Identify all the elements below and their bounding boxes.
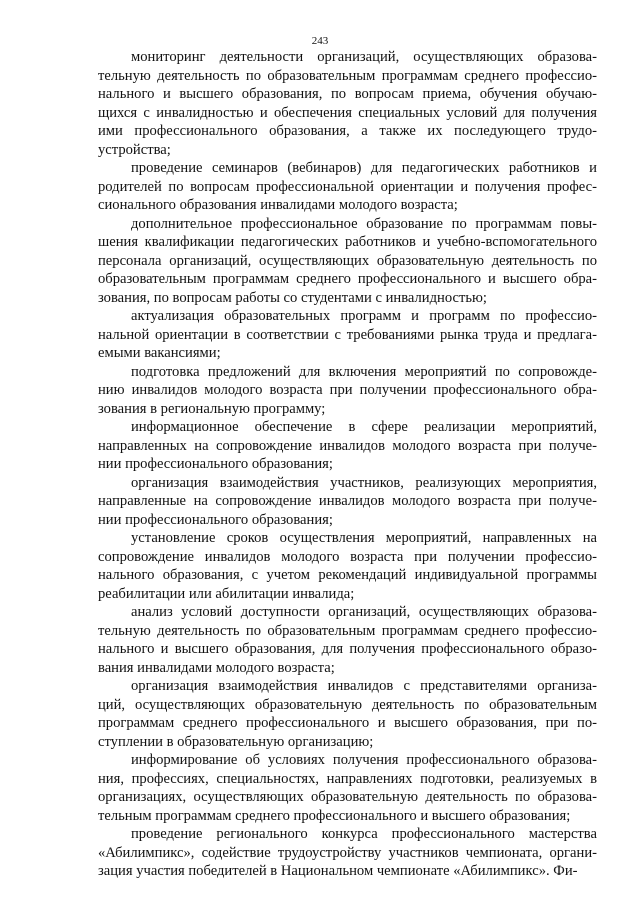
paragraph xyxy=(98,48,597,159)
paragraph xyxy=(98,307,597,363)
text-line: организациях, осуществляющих образовательную деятельность по образова- xyxy=(98,789,597,805)
text-line: зования, по вопросам работы со студентами с инвалидностью; xyxy=(98,289,487,306)
text-line: сионального образования инвалидами молодого возраста; xyxy=(98,197,458,213)
text-line: «Абилимпикс», содействие трудоустройству участников чемпионата, органи- xyxy=(98,844,597,861)
paragraph xyxy=(98,159,597,215)
paragraph xyxy=(98,603,597,677)
paragraph xyxy=(98,751,597,825)
text-line: емыми вакансиями; xyxy=(98,345,221,361)
text-line: персонала организаций, осуществляющих образовательную деятельность по xyxy=(98,252,597,269)
text-line: направленных на сопровождение инвалидов молодого возраста при получе- xyxy=(98,437,597,454)
text-line: нальной ориентации в соответствии с требованиями рынка труда и предлага- xyxy=(98,326,597,343)
text-line: шения квалификации педагогических работников и учебно-вспомогательного xyxy=(98,234,597,250)
text-line: ими профессионального образования, а также их последующего трудо- xyxy=(98,123,597,139)
text-line: дополнительное профессиональное образование по программам повы- xyxy=(131,215,597,232)
text-line: информирование об условиях получения профессионального образова- xyxy=(131,752,597,768)
text-line: программам среднего профессионального и высшего образования, при по- xyxy=(98,715,597,731)
paragraph xyxy=(98,474,597,530)
text-line: нии профессионального образования; xyxy=(98,456,333,472)
text-line: ступлении в образовательную организацию; xyxy=(98,733,374,750)
text-line: подготовка предложений для включения мероприятий по сопровожде- xyxy=(131,363,597,380)
text-line: реабилитации или абилитации инвалида; xyxy=(98,585,355,602)
text-line: мониторинг деятельности организаций, осуществляющих образова- xyxy=(131,49,597,65)
text-line: зования в региональную программу; xyxy=(98,400,326,417)
text-line: вания инвалидами молодого возраста; xyxy=(98,659,335,676)
text-line: нального и высшего образования, по вопросам приема, обучения обучаю- xyxy=(98,86,597,102)
text-line: актуализация образовательных программ и программ по профессио- xyxy=(131,308,597,324)
text-line: устройства; xyxy=(98,141,171,158)
paragraph xyxy=(98,363,597,419)
paragraph xyxy=(98,215,597,308)
text-line: ния, профессиях, специальностях, направлениях подготовки, реализуемых в xyxy=(98,770,597,787)
text-line: нального и высшего образования, для получения профессионального образо- xyxy=(98,641,597,657)
text-line: проведение регионального конкурса профессионального мастерства xyxy=(131,826,597,842)
text-line: тельным программам среднего профессионального и высшего образования; xyxy=(98,807,571,824)
text-line: образовательным программам среднего профессионального и высшего обра- xyxy=(98,271,597,287)
text-line: организация взаимодействия инвалидов с представителями организа- xyxy=(131,678,597,694)
text-line: анализ условий доступности организаций, осуществляющих образова- xyxy=(131,604,597,620)
text-line: родителей по вопросам профессиональной ориентации и получения профес- xyxy=(98,178,597,195)
text-line: тельную деятельность по образовательным программам среднего профессио- xyxy=(98,622,597,639)
page-number: 243 xyxy=(311,35,329,47)
text-line: направленные на сопровождение инвалидов молодого возраста при получе- xyxy=(98,493,597,509)
paragraph xyxy=(98,825,597,881)
text-line: щихся с инвалидностью и обеспечения специальных условий для получения xyxy=(98,104,597,121)
text-line: установление сроков осуществления мероприятий, направленных на xyxy=(131,530,597,546)
text-line: организация взаимодействия участников, реализующих мероприятия, xyxy=(131,474,597,491)
text-line: проведение семинаров (вебинаров) для педагогических работников и xyxy=(131,160,597,176)
text-line: зация участия победителей в Национальном чемпионате «Абилимпикс». Фи- xyxy=(98,863,578,879)
body-text xyxy=(98,48,597,881)
paragraph xyxy=(98,418,597,474)
text-line: нии профессионального образования; xyxy=(98,511,333,528)
paragraph xyxy=(98,677,597,751)
text-line: тельную деятельность по образовательным программам среднего профессио- xyxy=(98,67,597,84)
text-line: сопровождение инвалидов молодого возраста при получении профессио- xyxy=(98,548,597,565)
text-line: нию инвалидов молодого возраста при получении профессионального обра- xyxy=(98,382,597,398)
text-line: нального образования, с учетом рекомендаций индивидуальной программы xyxy=(98,567,597,583)
text-line: ций, осуществляющих образовательную деятельность по образовательным xyxy=(98,696,597,713)
text-line: информационное обеспечение в сфере реализации мероприятий, xyxy=(131,419,597,435)
paragraph xyxy=(98,529,597,603)
